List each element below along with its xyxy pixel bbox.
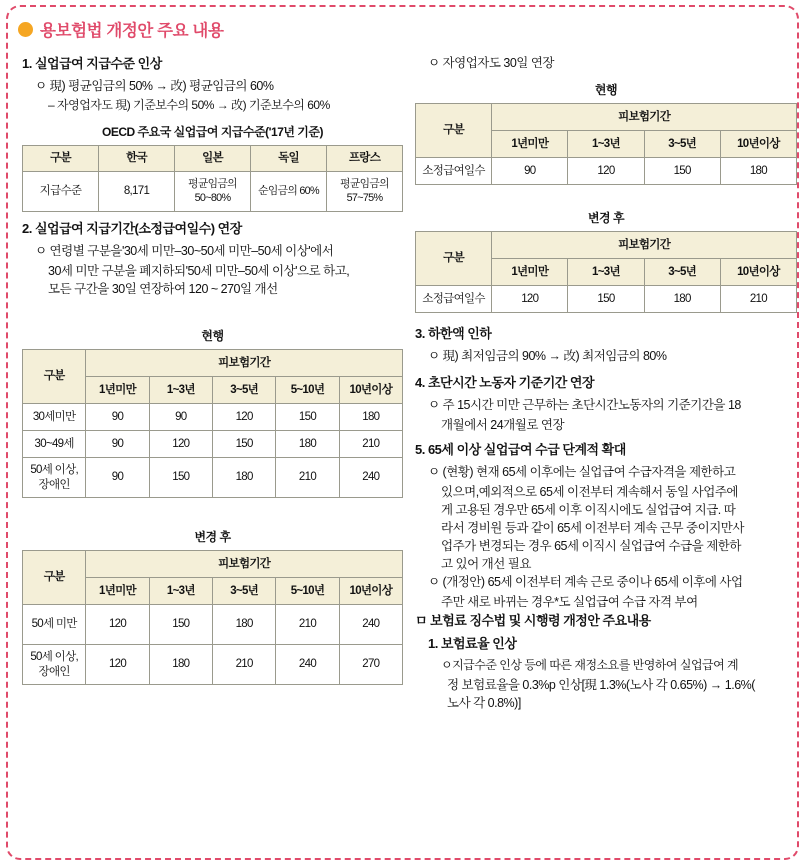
bullet-dot-icon xyxy=(18,22,33,37)
lc-sub-0: 1년미만 xyxy=(86,377,149,404)
section-3-heading: 3. 하한액 인하 xyxy=(415,326,492,341)
lc-row1-v2: 150 xyxy=(212,431,275,458)
section-1-heading: 1. 실업급여 지급수준 인상 xyxy=(22,56,162,71)
left-changed-table-caption: 변경 후 xyxy=(194,530,231,544)
lc-row2-v1: 150 xyxy=(149,458,212,498)
lh-row1-label: 50세 이상, 장애인 xyxy=(23,645,86,685)
lh-row1-v2: 210 xyxy=(212,645,275,685)
table-row xyxy=(23,645,403,685)
right-current-table xyxy=(415,103,797,185)
lh-sub-4: 10년이상 xyxy=(339,578,402,605)
section-2-line-3: 모든 구간을 30일 연장하여 120 ~ 270일 개선 xyxy=(48,282,278,296)
oecd-table-caption: OECD 주요국 실업급여 지급수준('17년 기준) xyxy=(102,125,323,139)
section-b-heading: ㅁ 보험료 징수법 및 시행령 개정안 주요내용 xyxy=(415,613,651,628)
rc-header-group: 피보험기간 xyxy=(492,104,797,131)
rh-row-v3: 210 xyxy=(720,286,796,313)
lc-sub-4: 10년이상 xyxy=(339,377,402,404)
table-row xyxy=(23,404,403,431)
rc-row-v3: 180 xyxy=(720,158,796,185)
lh-row0-v3: 210 xyxy=(276,605,339,645)
section-5-p1-l3: 게 고용된 경우만 65세 이후 이직시에도 실업급여 지급. 따 xyxy=(441,503,736,517)
lh-row0-v2: 180 xyxy=(212,605,275,645)
rc-header-gubun: 구분 xyxy=(416,104,492,158)
rh-sub-0: 1년미만 xyxy=(492,259,568,286)
right-column xyxy=(415,53,797,853)
lh-sub-1: 1~3년 xyxy=(149,578,212,605)
page-title xyxy=(28,17,223,41)
rh-header-group: 피보험기간 xyxy=(492,232,797,259)
document-page xyxy=(6,5,799,860)
section-5-p1-l2: 있으며,예외적으로 65세 이전부터 계속해서 동일 사업주에 xyxy=(441,485,738,499)
left-current-table xyxy=(22,349,403,498)
oecd-value-korea: 8,171 xyxy=(99,172,175,212)
left-changed-table xyxy=(22,550,403,685)
rc-row-v0: 90 xyxy=(492,158,568,185)
table-header-row xyxy=(416,104,797,131)
lc-sub-3: 5~10년 xyxy=(276,377,339,404)
section-5-p1-l6: 고 있어 개선 필요 xyxy=(441,557,531,571)
section-2-line-2: 30세 미만 구분을 폐지하되'50세 미만–50세 이상'으로 하고, xyxy=(48,264,350,278)
table-row xyxy=(23,172,403,212)
section-4-heading: 4. 초단시간 노동자 기준기간 연장 xyxy=(415,375,595,390)
page-title-text: 용보험법 개정안 주요 내용 xyxy=(40,22,224,40)
rh-sub-1: 1~3년 xyxy=(568,259,644,286)
lc-row2-v4: 240 xyxy=(339,458,402,498)
section-2-line-1: ㅇ 연령별 구분을'30세 미만–30~50세 미만–50세 이상'에서 xyxy=(35,244,334,258)
rh-header-gubun: 구분 xyxy=(416,232,492,286)
table-header-row xyxy=(23,551,403,578)
lc-row0-v2: 120 xyxy=(212,404,275,431)
left-current-table-caption: 현행 xyxy=(201,329,224,343)
lc-row0-label: 30세미만 xyxy=(23,404,86,431)
lh-row0-label: 50세 미만 xyxy=(23,605,86,645)
section-5-p1-l5: 업주가 변경되는 경우 65세 이직시 실업급여 수급을 제한하 xyxy=(441,539,741,553)
lc-header-group: 피보험기간 xyxy=(86,350,403,377)
section-1-sub-2: – 자영업자도 現) 기준보수의 50% → 改) 기준보수의 60% xyxy=(48,98,330,112)
rc-sub-1: 1~3년 xyxy=(568,131,644,158)
lc-row0-v0: 90 xyxy=(86,404,149,431)
lc-row2-v0: 90 xyxy=(86,458,149,498)
lh-header-group: 피보험기간 xyxy=(86,551,403,578)
lh-header-gubun: 구분 xyxy=(23,551,86,605)
lh-sub-0: 1년미만 xyxy=(86,578,149,605)
lh-row1-v0: 120 xyxy=(86,645,149,685)
rh-sub-3: 10년이상 xyxy=(720,259,796,286)
table-row xyxy=(23,458,403,498)
table-header-row xyxy=(23,350,403,377)
two-column-body xyxy=(22,53,797,853)
rh-row-v0: 120 xyxy=(492,286,568,313)
section-5-heading: 5. 65세 이상 실업급여 수급 단계적 확대 xyxy=(415,442,626,457)
self-employed-line: ㅇ 자영업자도 30일 연장 xyxy=(428,56,554,70)
rh-sub-2: 3~5년 xyxy=(644,259,720,286)
section-b-item-1: 1. 보험료율 인상 xyxy=(428,636,517,651)
section-5-p1-l4: 라서 경비원 등과 같이 65세 이전부터 계속 근무 중이지만사 xyxy=(441,521,744,535)
oecd-header-2: 일본 xyxy=(175,146,251,172)
section-b-body-l1: ㅇ지급수준 인상 등에 따른 재정소요를 반영하여 실업급여 계 xyxy=(441,658,739,672)
lc-row2-label: 50세 이상, 장애인 xyxy=(23,458,86,498)
section-5-p2-l2: 주만 새로 바뀌는 경우*도 실업급여 수급 자격 부여 xyxy=(441,595,698,609)
rh-row-v2: 180 xyxy=(644,286,720,313)
oecd-header-3: 독일 xyxy=(251,146,327,172)
lc-row1-v0: 90 xyxy=(86,431,149,458)
lh-row0-v1: 150 xyxy=(149,605,212,645)
oecd-table xyxy=(22,145,403,212)
rc-sub-3: 10년이상 xyxy=(720,131,796,158)
lh-row1-v3: 240 xyxy=(276,645,339,685)
rc-row-v1: 120 xyxy=(568,158,644,185)
oecd-value-japan: 평균임금의 50~80% xyxy=(175,172,251,212)
section-5-p1-l1: ㅇ (현황) 현재 65세 이후에는 실업급여 수급자격을 제한하고 xyxy=(428,465,736,479)
rh-row-v1: 150 xyxy=(568,286,644,313)
lc-row2-v2: 180 xyxy=(212,458,275,498)
lc-row2-v3: 210 xyxy=(276,458,339,498)
right-current-table-caption: 현행 xyxy=(594,83,618,97)
rc-row-v2: 150 xyxy=(644,158,720,185)
lc-row0-v1: 90 xyxy=(149,404,212,431)
section-4-sub-1b: 개월에서 24개월로 연장 xyxy=(441,418,565,432)
table-row xyxy=(416,158,797,185)
lc-row1-v3: 180 xyxy=(276,431,339,458)
lh-row0-v4: 240 xyxy=(339,605,402,645)
lc-row1-v4: 210 xyxy=(339,431,402,458)
oecd-value-france: 평균임금의 57~75% xyxy=(327,172,403,212)
table-row xyxy=(23,605,403,645)
oecd-header-1: 한국 xyxy=(99,146,175,172)
rc-sub-2: 3~5년 xyxy=(644,131,720,158)
section-b-body-l2: 정 보험료율을 0.3%p 인상[現 1.3%(노사 각 0.65%) → 1.6%( xyxy=(447,678,755,692)
section-3-sub-1: ㅇ 現) 최저임금의 90% → 改) 최저임금의 80% xyxy=(428,349,667,363)
lh-row0-v0: 120 xyxy=(86,605,149,645)
lc-row1-v1: 120 xyxy=(149,431,212,458)
oecd-row-label: 지급수준 xyxy=(23,172,99,212)
right-changed-table-caption: 변경 후 xyxy=(587,211,625,225)
lh-sub-2: 3~5년 xyxy=(212,578,275,605)
table-header-row xyxy=(416,232,797,259)
lh-row1-v1: 180 xyxy=(149,645,212,685)
lc-sub-2: 3~5년 xyxy=(212,377,275,404)
lc-row0-v4: 180 xyxy=(339,404,402,431)
left-column xyxy=(22,53,403,853)
lc-row1-label: 30~49세 xyxy=(23,431,86,458)
oecd-header-4: 프랑스 xyxy=(327,146,403,172)
rh-row-label: 소정급여일수 xyxy=(416,286,492,313)
oecd-header-0: 구분 xyxy=(23,146,99,172)
section-1-sub-1: ㅇ 現) 평균임금의 50% → 改) 평균임금의 60% xyxy=(35,79,274,93)
table-header-row xyxy=(23,146,403,172)
section-4-sub-1: ㅇ 주 15시간 미만 근무하는 초단시간노동자의 기준기간을 18 xyxy=(428,398,741,412)
rc-sub-0: 1년미만 xyxy=(492,131,568,158)
section-2-heading: 2. 실업급여 지급기간(소정급여일수) 연장 xyxy=(22,221,242,236)
right-changed-table xyxy=(415,231,797,313)
lh-row1-v4: 270 xyxy=(339,645,402,685)
lc-row0-v3: 150 xyxy=(276,404,339,431)
lc-sub-1: 1~3년 xyxy=(149,377,212,404)
table-row xyxy=(23,431,403,458)
oecd-value-germany: 순임금의 60% xyxy=(251,172,327,212)
table-row xyxy=(416,286,797,313)
lc-header-gubun: 구분 xyxy=(23,350,86,404)
section-5-p2-l1: ㅇ (개정안) 65세 이전부터 계속 근로 중이나 65세 이후에 사업 xyxy=(428,575,743,589)
rc-row-label: 소정급여일수 xyxy=(416,158,492,185)
lh-sub-3: 5~10년 xyxy=(276,578,339,605)
section-b-body-l3: 노사 각 0.8%)] xyxy=(447,696,521,710)
